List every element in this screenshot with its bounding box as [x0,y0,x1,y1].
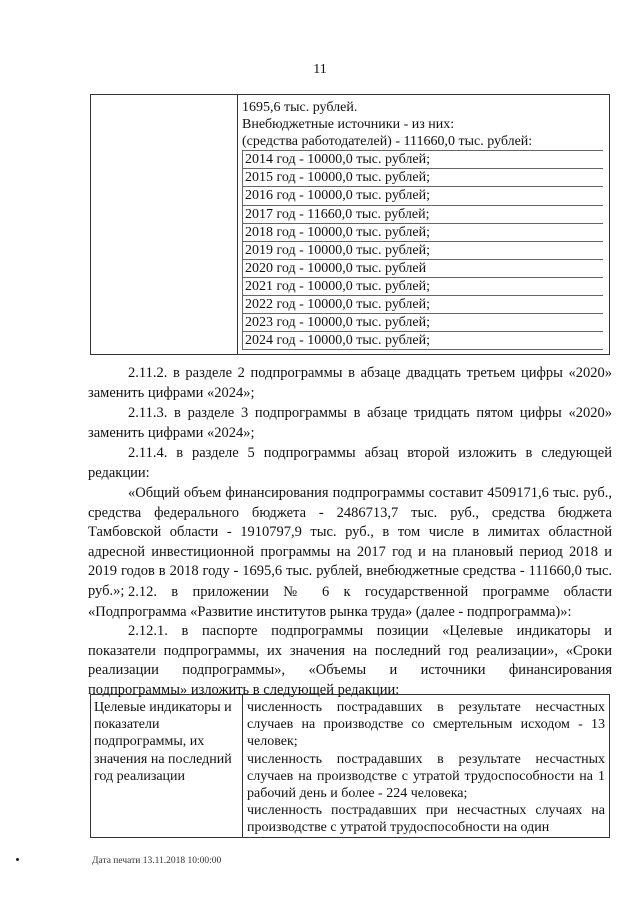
page-number: 11 [313,62,327,77]
indicator-item: численность пострадавших в результате несчастных случаев на производстве со смертельным исходом - 13 человек; [247,700,605,750]
indicator-item: численность пострадавших при несчастных случаях на производстве с утратой трудоспособности на один [247,803,605,836]
year-row: 2021 год - 10000,0 тыс. рублей; [242,277,603,295]
year-row: 2016 год - 10000,0 тыс. рублей; [242,186,603,204]
table1-line: 1695,6 тыс. рублей. [242,100,358,115]
indicators-values-cell [243,695,610,838]
year-row: 2014 год - 10000,0 тыс. рублей; [242,150,603,168]
indicators-label-cell: Целевые индикаторы и показатели подпрограммы, их значения на последний год реализации [91,695,243,838]
paragraph-2-12: 2.12. в приложении № 6 к государственной программе области «Подпрограмма «Развитие институтов рынка труда» (далее - подпрограмма)»: [88,584,612,620]
paragraph-quote-financing: «Общий объем финансирования подпрограммы составит 4509171,6 тыс. руб., средства федерального бюджета - 2486713,7 тыс. руб., средства бюджета Тамбовской области - 1910797,9 тыс. руб., в том числе в лимитах областной адресной инвестиционной программы на 2017 год и на плановый период 2018 и 2019 годов в 2018 году - 1695,6 тыс. рублей, внебюджетные средства - 111660,0 тыс. руб.»; [88,485,612,599]
margin-dot [16,858,19,861]
year-row: 2018 год - 10000,0 тыс. рублей; [242,223,603,241]
table1-line: (средства работодателей) - 111660,0 тыс. рублей: [242,134,533,150]
year-row: 2022 год - 10000,0 тыс. рублей; [242,295,603,313]
table1-line: Внебюджетные источники - из них: [242,117,455,133]
table1-left-cell [91,95,238,355]
paragraph-2-11-3: 2.11.3. в разделе 3 подпрограммы в абзаце тридцать пятом цифры «2020» заменить цифрами «2024»; [88,405,612,441]
year-row: 2024 год - 10000,0 тыс. рублей; [242,331,603,350]
indicators-table [90,694,610,838]
year-row: 2019 год - 10000,0 тыс. рублей; [242,241,603,259]
table1-right-cell [238,95,610,355]
paragraph-2-11-4: 2.11.4. в разделе 5 подпрограммы абзац второй изложить в следующей редакции: [88,445,612,481]
year-row: 2023 год - 10000,0 тыс. рублей; [242,313,603,331]
paragraph-2-11-2: 2.11.2. в разделе 2 подпрограммы в абзаце двадцать третьем цифры «2020» заменить цифрами «2024»; [88,365,612,401]
indicator-item: численность пострадавших в результате несчастных случаев на производстве с утратой трудоспособности на 1 рабочий день и более - 224 человека; [247,751,605,802]
paragraph-2-12-1: 2.12.1. в паспорте подпрограммы позиции «Целевые индикаторы и показатели подпрограммы, их значения на последний год реализации», «Сроки реализации подпрограммы», «Объемы и источники финансирования подпрограммы» изложить в следующей редакции: [88,623,612,698]
year-row: 2020 год - 10000,0 тыс. рублей [242,259,603,277]
year-row: 2017 год - 11660,0 тыс. рублей; [242,205,603,223]
print-date-footer: Дата печати 13.11.2018 10:00:00 [92,856,222,866]
year-row: 2015 год - 10000,0 тыс. рублей; [242,168,603,186]
financing-table-continuation [90,94,610,355]
